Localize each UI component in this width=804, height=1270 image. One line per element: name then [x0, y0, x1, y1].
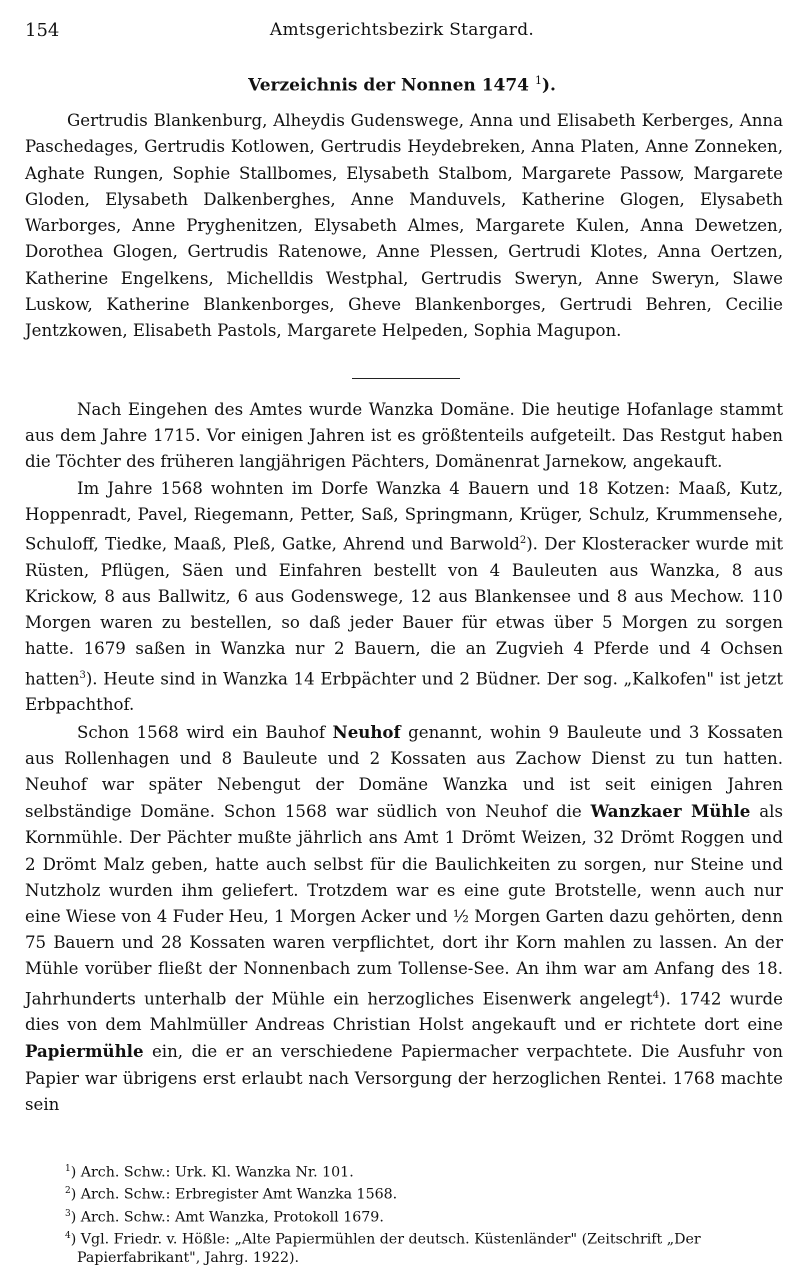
- section-divider: [352, 378, 460, 379]
- section-title-close: ).: [541, 75, 556, 96]
- footnote-mark: 4: [65, 1230, 71, 1241]
- emphasis-papiermuehle: Papiermühle: [25, 1041, 144, 1062]
- paragraph-3-part-1: Schon 1568 wird ein Bauhof: [77, 722, 333, 742]
- paragraph-2: [25, 476, 783, 719]
- paragraph-3-part-2: genannt, wohin 9 Bauleute und 3 Kossaten aus Rollenhagen und 8 Bauleute und 2 Kossaten aus Zachow Dienst zu tun hatten. Neuhof war später Nebengut der Domäne Wanzka und ist seit einigen Jahren selbständige Domäne. Schon 1568 war südlich von Neuhof die: [25, 722, 783, 822]
- footnote-mark: 2: [65, 1186, 71, 1197]
- emphasis-neuhof: Neuhof: [332, 721, 401, 742]
- nun-list-paragraph: Gertrudis Blankenburg, Alheydis Gudenswege, Anna und Elisabeth Kerberges, Anna Paschedages, Gertrudis Kotlowen, Gertrudis Heydebreken, Anna Platen, Anne Zonneken, Aghate Rungen, Sophie Stallbomes, Elysabeth Stalbom, Margarete Passow, Margarete Gloden, Elysabeth Dalkenberghes, Anne Manduvels, Katherine Glogen, Elysabeth Warborges, Anne Pryghenitzen, Elysabeth Almes, Margarete Kulen, Anna Dewetzen, Dorothea Glogen, Gertrudis Ratenowe, Anne Plessen, Gertrudi Klotes, Anna Oertzen, Katherine Engelkens, Michelldis Westphal, Gertrudis Sweryn, Anne Sweryn, Slawe Luskow, Katherine Blankenborges, Gheve Blankenborges, Gertrudi Behren, Cecilie Jentzkowen, Elisabeth Pastols, Margarete Helpeden, Sophia Magupon.: [25, 111, 783, 341]
- footnote-mark: 1: [65, 1164, 71, 1174]
- nun-list: [25, 108, 783, 345]
- running-head: Amtsgerichtsbezirk Stargard.: [269, 20, 535, 40]
- footnote-text: ) Arch. Schw.: Erbregister Amt Wanzka 1568.: [70, 1187, 398, 1204]
- footnotes: [25, 1160, 783, 1268]
- page-number: 154: [25, 20, 60, 41]
- page-header: [25, 20, 779, 46]
- footnote-ref: 2: [519, 535, 527, 547]
- footnote-text: ) Arch. Schw.: Urk. Kl. Wanzka Nr. 101.: [70, 1164, 354, 1181]
- section-title-text: Verzeichnis der Nonnen 1474: [248, 75, 530, 96]
- footnote: [25, 1227, 783, 1268]
- footnote-ref: 4: [652, 989, 660, 1001]
- footnote: [25, 1205, 783, 1227]
- body-text: [25, 397, 783, 1118]
- footnote-text: ) Vgl. Friedr. v. Hößle: „Alte Papiermühlen der deutsch. Küstenländer" (Zeitschrift „Der Papierfabrikant", Jahrg. 1922).: [70, 1231, 701, 1267]
- emphasis-wanzkaer-muehle: Wanzkaer Mühle: [590, 801, 751, 822]
- footnote: [25, 1160, 783, 1182]
- footnote-ref: 1: [534, 74, 542, 87]
- paragraph-2-part-3: ). Heute sind in Wanzka 14 Erbpächter und 2 Büdner. Der sog. „Kalkofen" ist jetzt Erbpachthof.: [25, 669, 783, 715]
- paragraph-3: [25, 719, 783, 1119]
- paragraph-2-part-2: ). Der Klosteracker wurde mit Rüsten, Pflügen, Säen und Einfahren bestellt von 4 Bauleuten aus Wanzka, 8 aus Krickow, 8 aus Ballwitz, 6 aus Godenswege, 12 aus Blankensee und 8 aus Mechow. 110 Morgen waren zu bestellen, so daß jeder Bauer für etwas über 5 Morgen zu sorgen hatte. 1679 saßen in Wanzka nur 2 Bauern, die an Zugvieh 4 Pferde und 4 Ochsen hatten: [25, 534, 783, 689]
- footnote-text: ) Arch. Schw.: Amt Wanzka, Protokoll 1679.: [70, 1209, 384, 1226]
- paragraph-1: Nach Eingehen des Amtes wurde Wanzka Domäne. Die heutige Hofanlage stammt aus dem Jahre 1715. Vor einigen Jahren ist es größtenteils aufgeteilt. Das Restgut haben die Töchter des früheren langjährigen Pächters, Domänenrat Jarnekow, angekauft.: [25, 400, 783, 472]
- section-title: [0, 74, 804, 96]
- paragraph-3-part-5: ein, die er an verschiedene Papiermacher verpachtete. Die Ausfuhr von Papier war übrigens erst erlaubt nach Versorgung der herzoglichen Rentei. 1768 machte sein: [25, 1042, 783, 1114]
- footnote-ref: 3: [79, 669, 86, 681]
- paragraph-3-part-3: als Kornmühle. Der Pächter mußte jährlich ans Amt 1 Drömt Weizen, 32 Drömt Roggen und 2 Drömt Malz geben, hatte auch selbst für die Baulichkeiten zu sorgen, nur Steine und Nutzholz wurden ihm geliefert. Trotzdem war es eine gute Brotstelle, wenn auch nur eine Wiese von 4 Fuder Heu, 1 Morgen Acker und ½ Morgen Garten dazu gehörten, denn 75 Bauern und 28 Kossaten waren verpflichtet, dort ihr Korn mahlen zu lassen. An der Mühle vorüber fließt der Nonnenbach zum Tollense-See. An ihm war am Anfang des 18. Jahrhunderts unterhalb der Mühle ein herzogliches Eisenwerk angelegt: [25, 802, 783, 1009]
- paragraph-3-part-4: ). 1742 wurde dies von dem Mahlmüller Andreas Christian Holst angekauft und er richtete dort eine: [25, 989, 784, 1035]
- footnote-mark: 3: [65, 1208, 71, 1219]
- footnote: [25, 1182, 783, 1204]
- paragraph-2-part-1: Im Jahre 1568 wohnten im Dorfe Wanzka 4 Bauern und 18 Kotzen: Maaß, Kutz, Hoppenradt, Pavel, Riegemann, Petter, Saß, Springmann, Krüger, Schulz, Krummensehe, Schuloff, Tiedke, Maaß, Pleß, Gatke, Ahrend und Barwold: [25, 478, 783, 554]
